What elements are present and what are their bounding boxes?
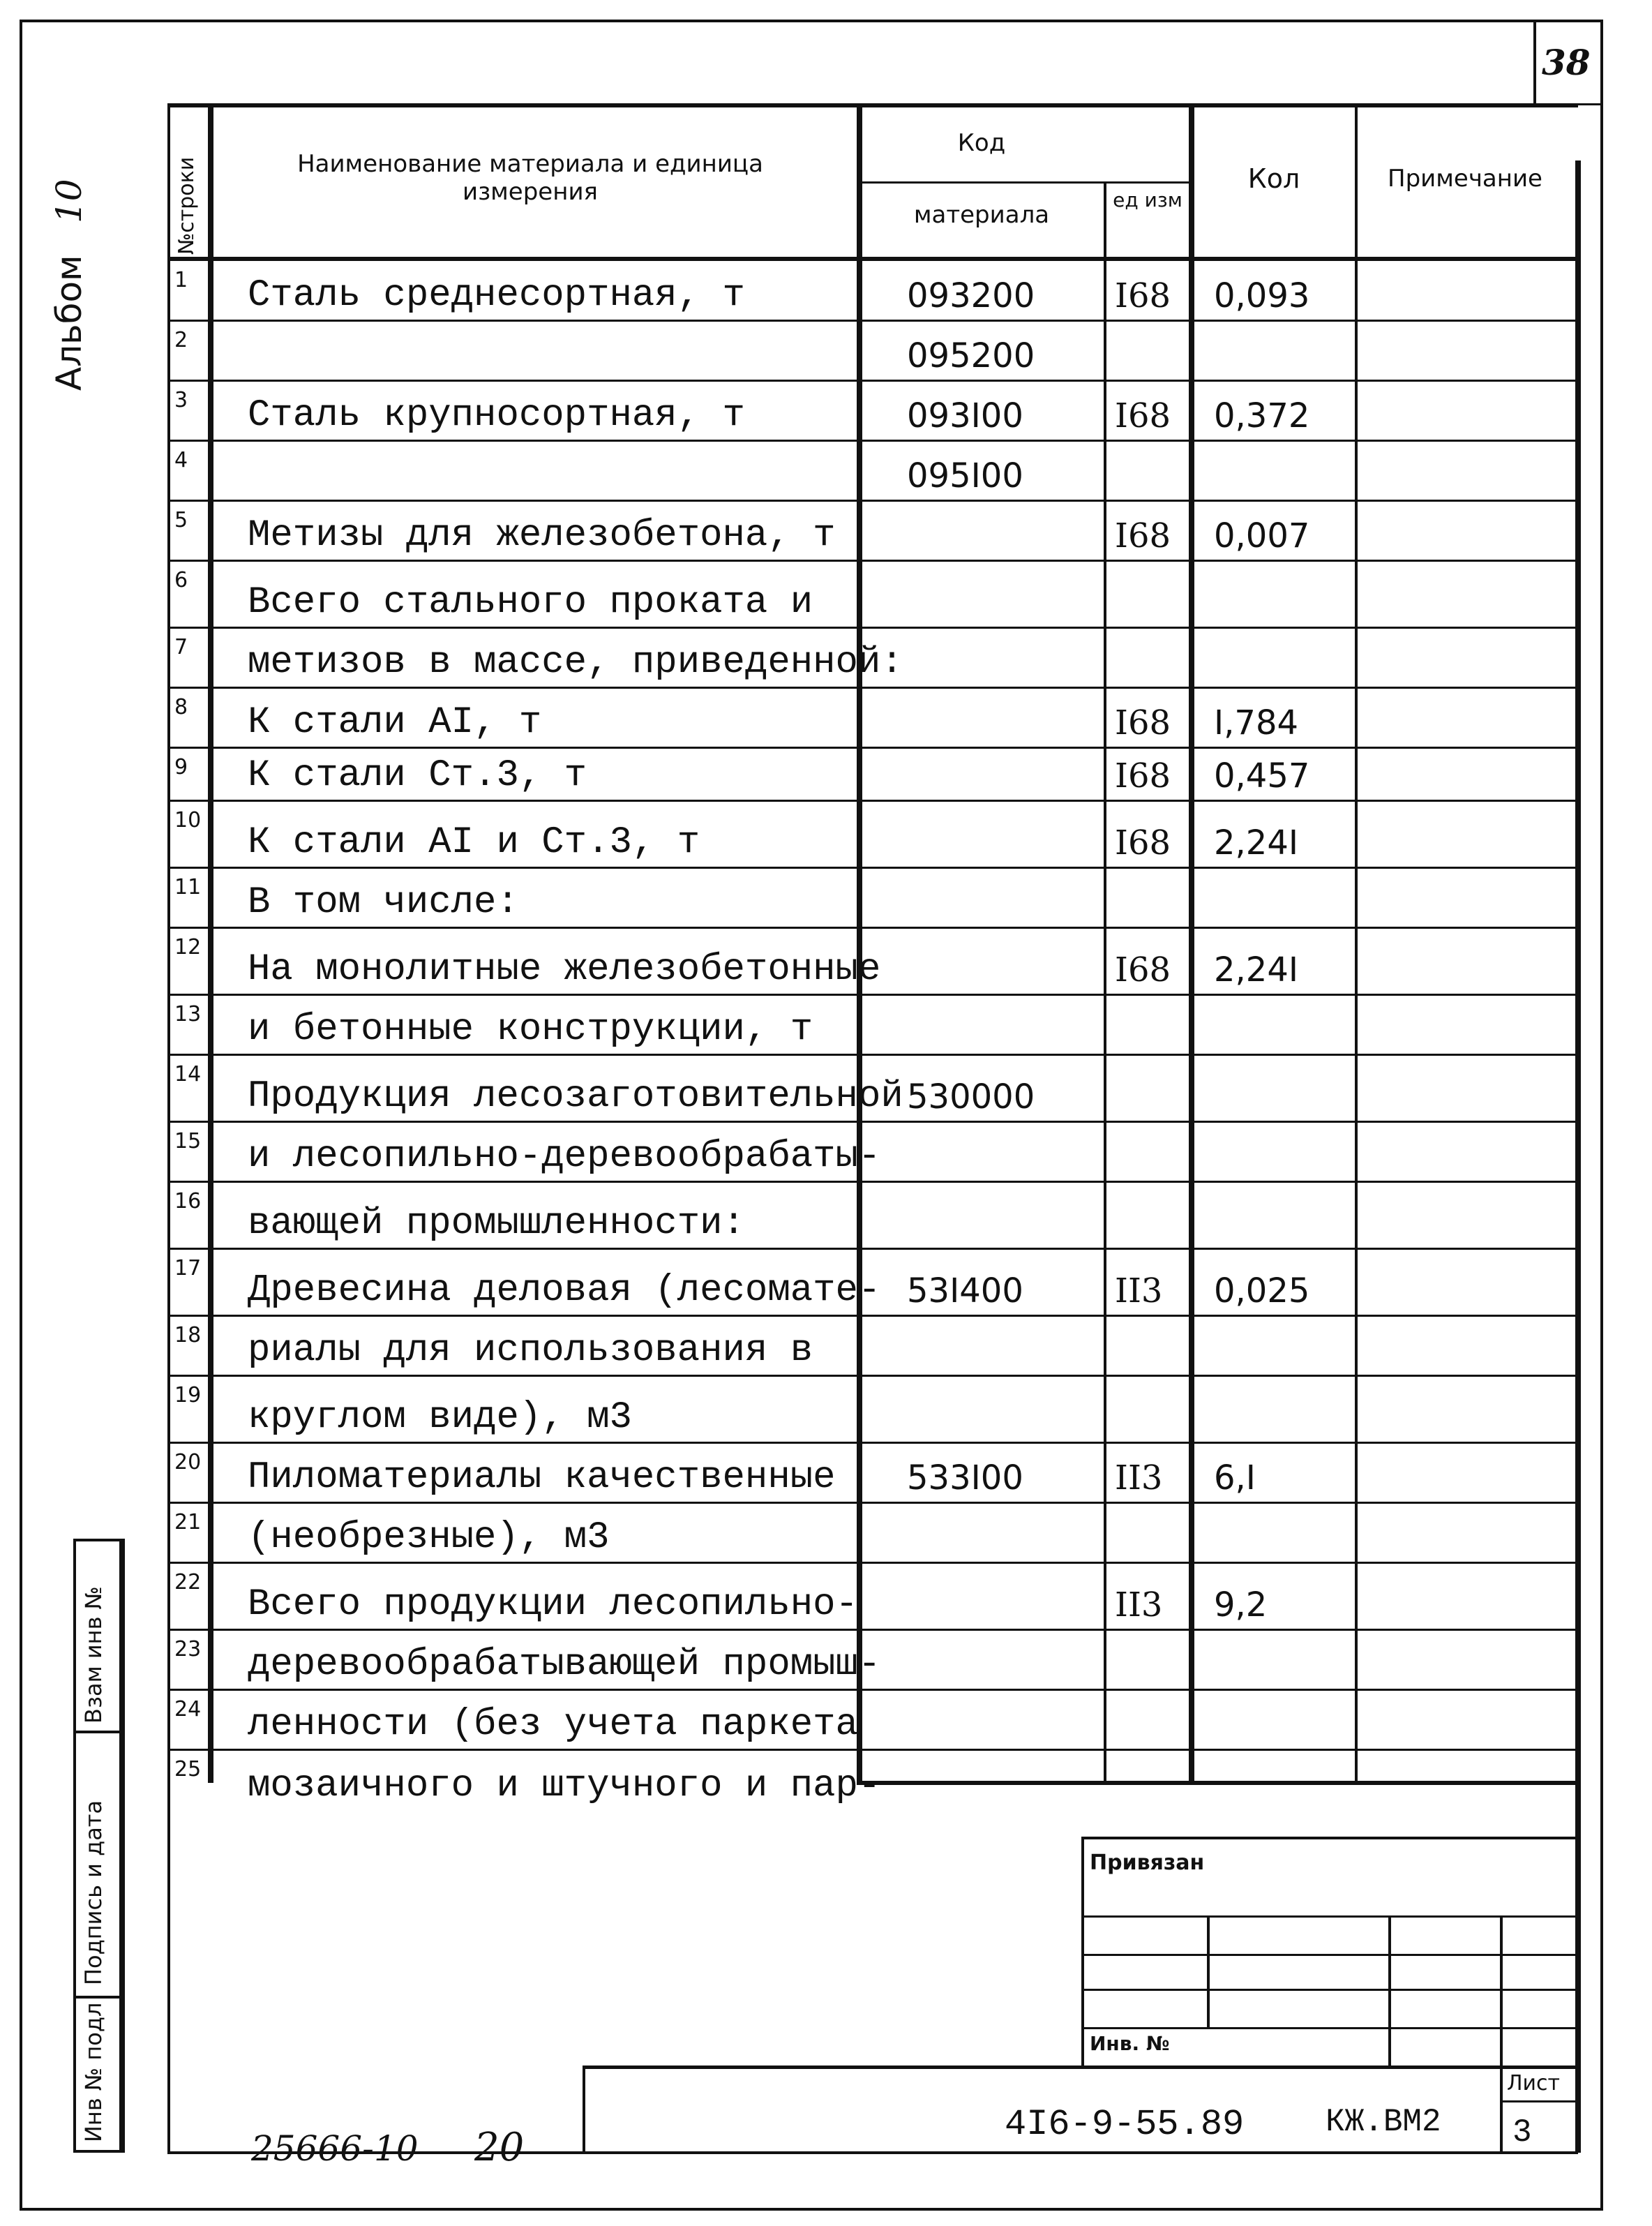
- row-quantity: 9,2: [1214, 1585, 1268, 1624]
- code-subheader-line: [857, 181, 1190, 184]
- row-separator: [167, 867, 1577, 869]
- stamp-main-top: [583, 2066, 1578, 2069]
- row-name: риалы для использования в: [248, 1329, 813, 1372]
- row-name: Сталь среднесортная, т: [248, 274, 745, 317]
- row-number: 18: [174, 1323, 202, 1347]
- row-separator: [167, 1749, 1577, 1751]
- sheet-number: 38: [1542, 42, 1591, 83]
- row-name: Всего продукции лесопильно-: [248, 1583, 858, 1626]
- table-right-border: [1575, 160, 1581, 2153]
- row-quantity: 0,372: [1214, 396, 1310, 435]
- row-name: мозаичного и штучного и пар-: [248, 1765, 881, 1807]
- table-bottom-line: [857, 1781, 1578, 1785]
- row-number: 19: [174, 1383, 202, 1407]
- row-unit-code: II3: [1115, 1585, 1163, 1624]
- row-separator: [167, 1054, 1577, 1056]
- header-code: Код: [957, 129, 1006, 157]
- row-name: Продукция лесозаготовительной: [248, 1075, 903, 1118]
- header-qty: Кол: [1247, 163, 1300, 194]
- row-name: метизов в массе, приведенной:: [248, 641, 903, 684]
- row-separator: [167, 1181, 1577, 1183]
- row-name: Метизы для железобетона, т: [248, 514, 836, 557]
- row-separator: [167, 440, 1577, 442]
- row-separator: [167, 927, 1577, 929]
- header-code-unit: ед изм: [1113, 188, 1182, 211]
- row-separator: [167, 1121, 1577, 1123]
- stamp-main-left: [583, 2066, 585, 2153]
- row-name: На монолитные железобетонные: [248, 948, 881, 991]
- row-quantity: 6,I: [1214, 1458, 1256, 1497]
- stamp-grid-line-1: [1081, 1915, 1578, 1918]
- table-unit-left-border: [1104, 183, 1106, 1783]
- row-name: ленности (без учета паркета: [248, 1703, 858, 1746]
- table-left-border: [167, 105, 170, 2153]
- row-separator: [167, 800, 1577, 802]
- row-separator: [167, 687, 1577, 689]
- row-unit-code: II3: [1115, 1458, 1163, 1497]
- side-stamp-divider-2: [73, 1996, 122, 1999]
- row-name: и бетонные конструкции, т: [248, 1008, 813, 1051]
- stamp-handwritten-right: 20: [474, 2125, 525, 2170]
- row-unit-code: I68: [1115, 276, 1171, 315]
- row-quantity: 0,457: [1214, 756, 1310, 795]
- stamp-grid-col-1: [1207, 1915, 1210, 2027]
- stamp-sheet: 3: [1512, 2114, 1532, 2151]
- row-number: 3: [174, 388, 188, 412]
- row-number: 15: [174, 1129, 202, 1153]
- row-material-code: 530000: [907, 1077, 1035, 1116]
- row-number: 2: [174, 328, 188, 352]
- row-number: 21: [174, 1510, 202, 1534]
- row-number: 14: [174, 1062, 202, 1086]
- row-number: 16: [174, 1189, 202, 1213]
- side-stamp-sign-date: Подпись и дата: [80, 1800, 107, 1985]
- stamp-grid-col-2: [1388, 1915, 1391, 2066]
- row-material-code: 533I00: [907, 1458, 1023, 1497]
- row-name: К стали AI, т: [248, 701, 542, 744]
- row-separator: [167, 1629, 1577, 1631]
- row-number: 6: [174, 568, 188, 592]
- row-quantity: 2,24I: [1214, 950, 1299, 989]
- stamp-doc-code: 4I6-9-55.89: [1005, 2104, 1245, 2145]
- row-unit-code: I68: [1115, 823, 1171, 862]
- stamp-doc-suffix: КЖ.ВМ2: [1326, 2104, 1441, 2140]
- side-stamp-inv-podl: Инв № подл: [80, 2002, 107, 2142]
- row-name: Пиломатериалы качественные: [248, 1456, 836, 1499]
- row-unit-code: I68: [1115, 703, 1171, 742]
- sheet-number-box-left: [1533, 20, 1536, 105]
- row-separator: [167, 1375, 1577, 1377]
- row-separator: [167, 994, 1577, 996]
- row-number: 13: [174, 1002, 202, 1026]
- row-number: 12: [174, 935, 202, 959]
- stamp-handwritten-left: 25666-10: [251, 2128, 419, 2169]
- row-name: В том числе:: [248, 881, 519, 924]
- row-name: круглом виде), м3: [248, 1396, 632, 1439]
- row-unit-code: I68: [1115, 516, 1171, 555]
- row-separator: [167, 627, 1577, 629]
- row-quantity: I,784: [1214, 703, 1299, 742]
- header-code-material: материала: [913, 201, 1050, 229]
- row-name: Древесина деловая (лесомате-: [248, 1269, 881, 1312]
- side-stamp-zam-inv: Взам инв №: [80, 1586, 107, 1724]
- table-qty-left-border: [1189, 105, 1194, 1783]
- row-separator: [167, 1502, 1577, 1504]
- header-name: Наименование материала и единица измерения: [297, 150, 763, 206]
- row-unit-code: I68: [1115, 396, 1171, 435]
- side-stamp-divider-1: [73, 1731, 122, 1733]
- table-code-left-border: [857, 105, 862, 1783]
- row-number: 5: [174, 508, 188, 532]
- row-separator: [167, 747, 1577, 749]
- row-unit-code: I68: [1115, 950, 1171, 989]
- stamp-grid-col-3: [1500, 1915, 1503, 2066]
- row-name: вающей промышленности:: [248, 1202, 745, 1245]
- row-name: деревообрабатывающей промыш-: [248, 1643, 881, 1686]
- row-separator: [167, 1442, 1577, 1444]
- header-note: Примечание: [1388, 165, 1542, 193]
- row-material-code: 093200: [907, 276, 1035, 315]
- stamp-sheet-col: [1500, 2066, 1503, 2153]
- row-number: 24: [174, 1697, 202, 1721]
- row-number: 17: [174, 1256, 202, 1280]
- row-quantity: 0,025: [1214, 1271, 1310, 1310]
- album-label-text: Альбом: [49, 255, 89, 391]
- row-number: 22: [174, 1570, 202, 1594]
- row-number: 10: [174, 808, 202, 832]
- stamp-list-label: Лист: [1507, 2071, 1561, 2096]
- row-separator: [167, 1315, 1577, 1317]
- row-unit-code: I68: [1115, 756, 1171, 795]
- row-material-code: 53I400: [907, 1271, 1023, 1310]
- header-bottom-line: [167, 257, 1578, 261]
- row-number: 20: [174, 1450, 202, 1474]
- row-material-code: 095I00: [907, 456, 1023, 495]
- table-rowno-border: [208, 105, 213, 1783]
- stamp-sheet-divider: [1500, 2100, 1578, 2102]
- row-separator: [167, 1689, 1577, 1691]
- stamp-grid-line-4: [1081, 2027, 1578, 2029]
- row-number: 9: [174, 755, 188, 779]
- row-name: (необрезные), м3: [248, 1516, 610, 1559]
- stamp-privyazan: Привязан: [1090, 1851, 1205, 1875]
- row-separator: [167, 1248, 1577, 1250]
- row-number: 25: [174, 1757, 202, 1781]
- row-unit-code: II3: [1115, 1271, 1163, 1310]
- row-name: и лесопильно-деревообрабаты-: [248, 1135, 881, 1178]
- row-separator: [167, 1562, 1577, 1564]
- row-separator: [167, 380, 1577, 382]
- row-separator: [167, 500, 1577, 502]
- row-separator: [167, 320, 1577, 322]
- row-name: Сталь крупносортная, т: [248, 394, 745, 437]
- header-row-no: №строки: [174, 156, 199, 255]
- row-name: К стали Ст.3, т: [248, 754, 587, 797]
- row-quantity: 2,24I: [1214, 823, 1299, 862]
- row-number: 4: [174, 448, 188, 472]
- row-separator: [167, 560, 1577, 562]
- row-quantity: 0,093: [1214, 276, 1310, 315]
- stamp-grid-line-3: [1081, 1989, 1578, 1991]
- row-number: 1: [174, 268, 188, 292]
- stamp-grid-line-2: [1081, 1954, 1578, 1956]
- stamp-inv-no: Инв. №: [1090, 2032, 1170, 2055]
- row-name: Всего стального проката и: [248, 581, 813, 624]
- stamp-left-border: [1081, 1837, 1084, 2067]
- side-stamp-column: [122, 1539, 125, 2153]
- row-number: 23: [174, 1637, 202, 1661]
- row-material-code: 095200: [907, 336, 1035, 375]
- stamp-top-line: [1081, 1837, 1578, 1839]
- album-label: [49, 255, 89, 391]
- row-name: К стали AI и Ст.3, т: [248, 821, 700, 864]
- row-quantity: 0,007: [1214, 516, 1310, 555]
- album-number: 10: [49, 179, 89, 223]
- row-number: 7: [174, 635, 188, 659]
- row-number: 11: [174, 875, 202, 899]
- row-material-code: 093I00: [907, 396, 1023, 435]
- row-number: 8: [174, 695, 188, 719]
- table-top-border: [167, 103, 1578, 107]
- table-note-left-border: [1355, 105, 1358, 1783]
